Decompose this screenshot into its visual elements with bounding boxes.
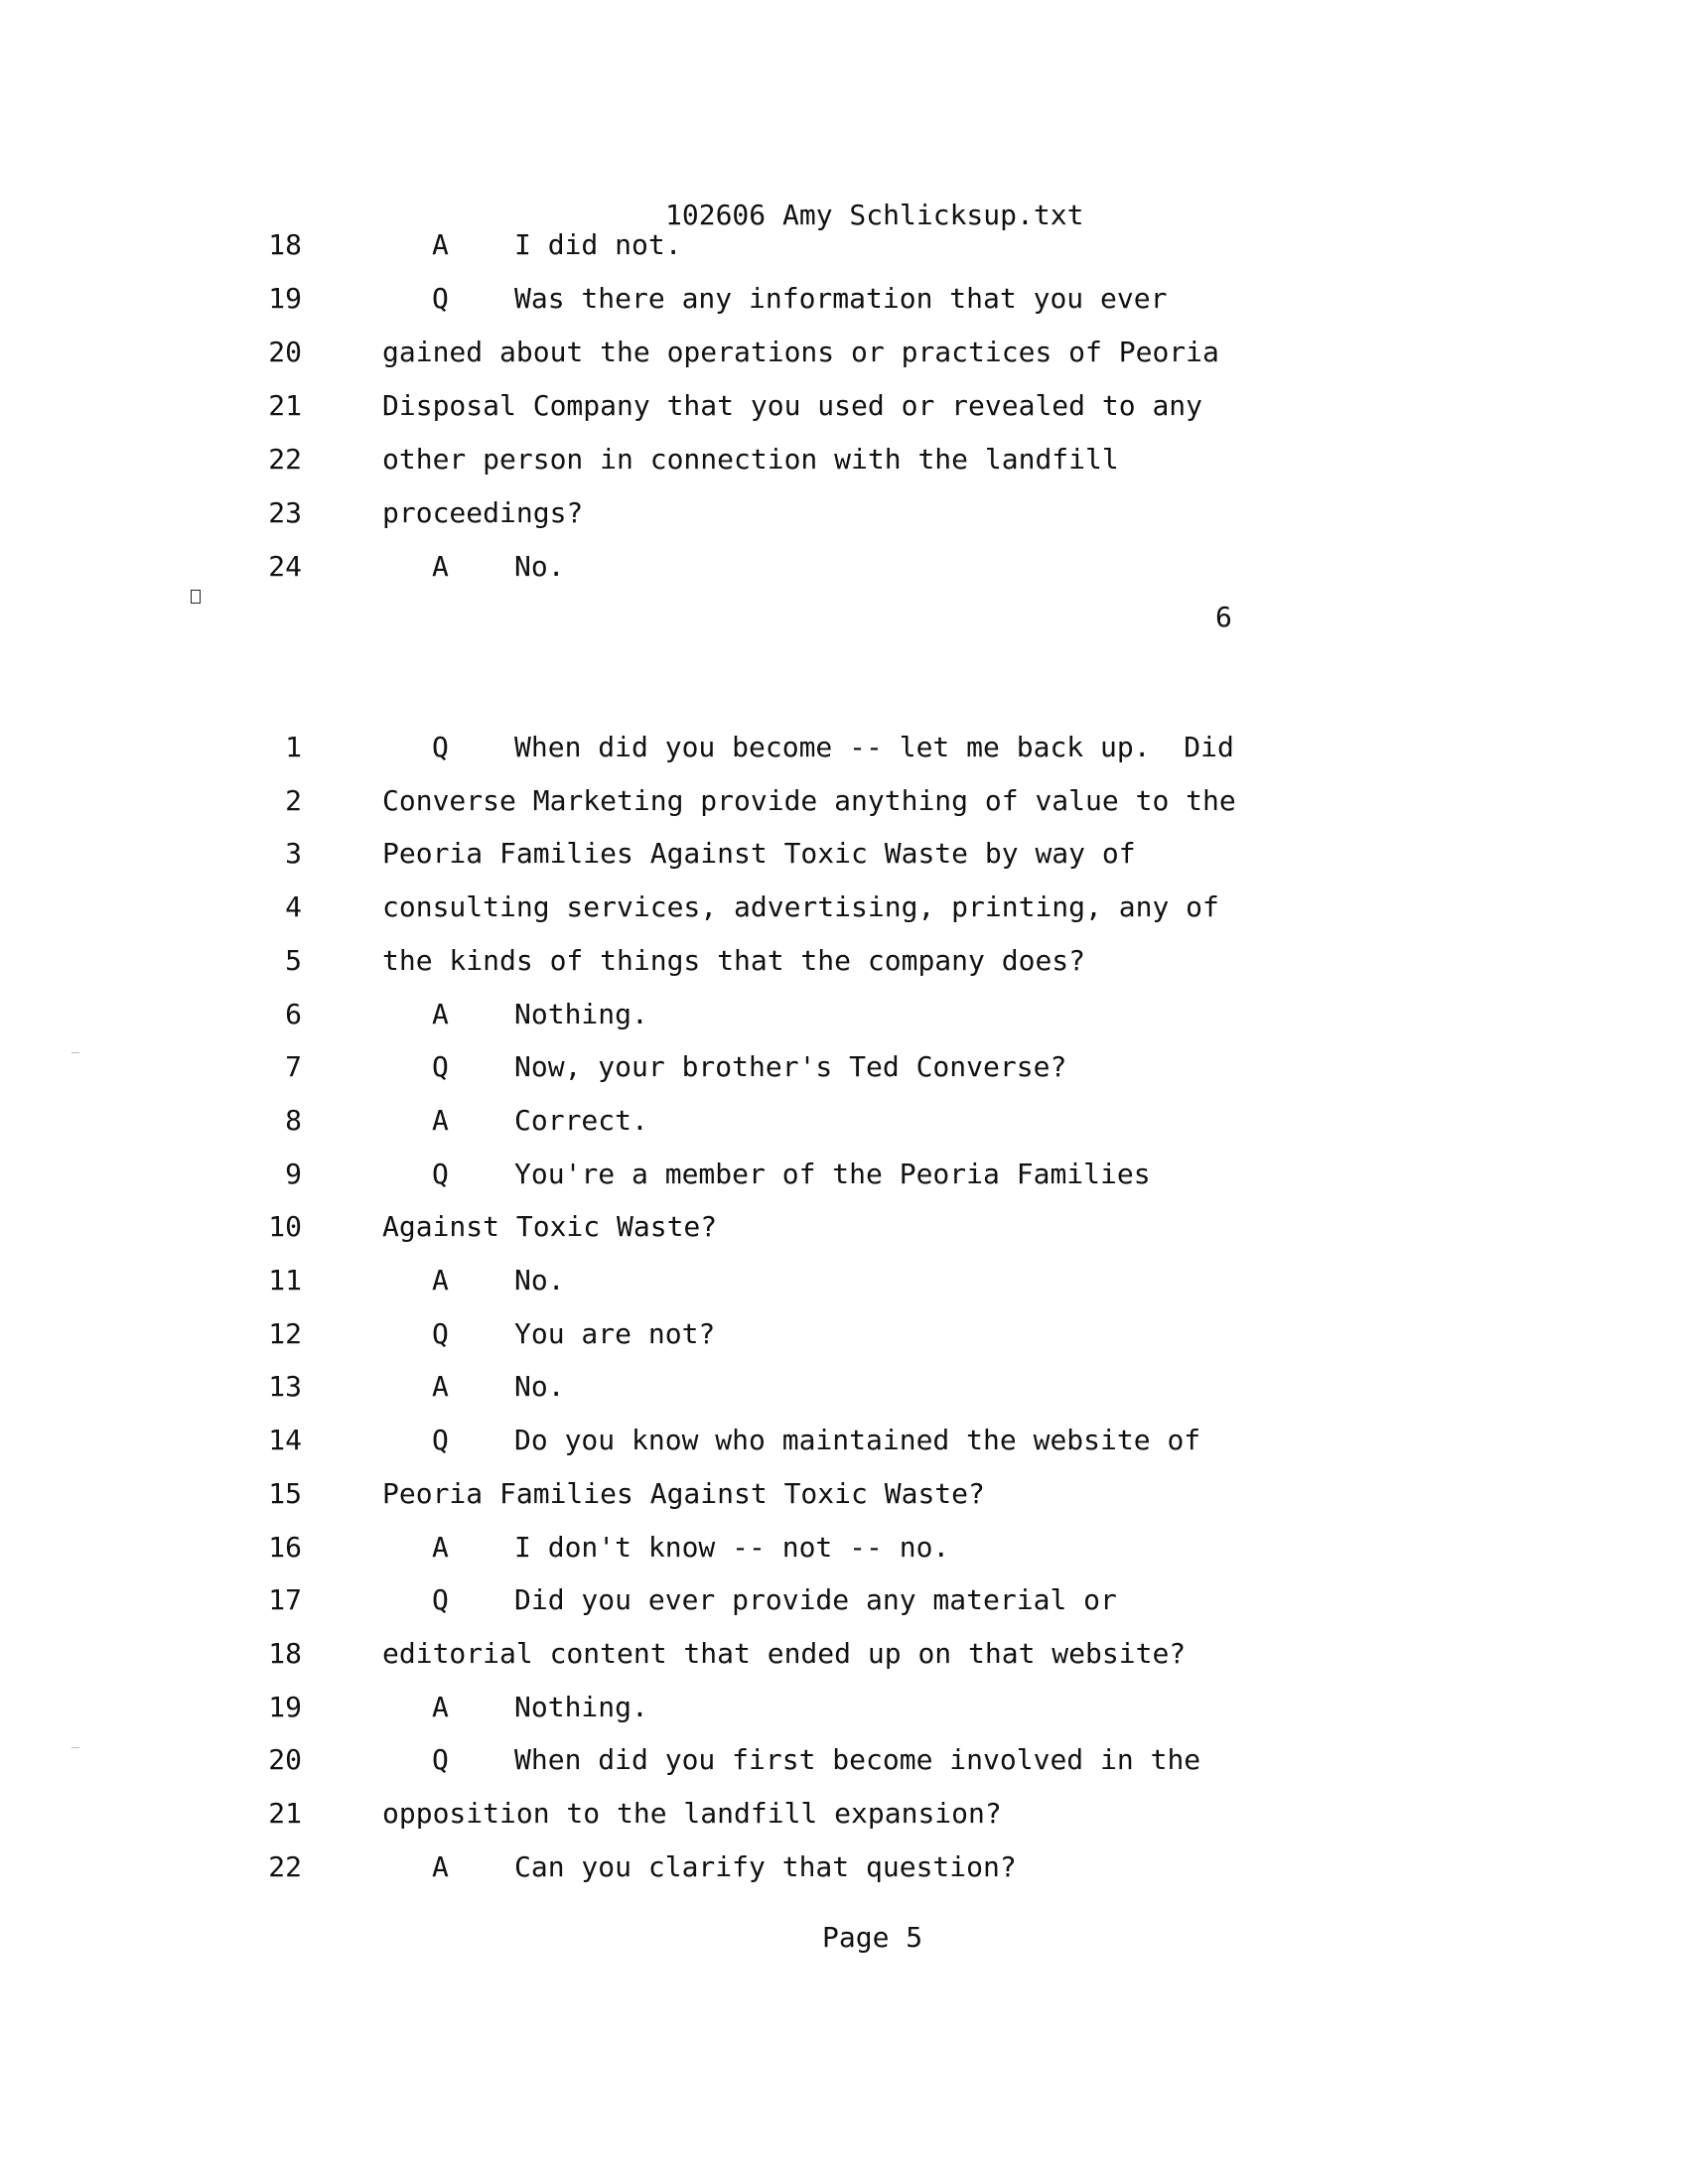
line-text: Did you ever provide any material or — [514, 1583, 1117, 1617]
line-text: Do you know who maintained the website of — [514, 1424, 1201, 1457]
transcript-line — [0, 336, 1684, 379]
line-number: 8 — [285, 1103, 302, 1137]
transcript-line — [0, 550, 1684, 594]
line-text: When did you become -- let me back up. Did — [514, 731, 1234, 763]
transcript-line — [0, 496, 1684, 540]
line-text: Peoria Families Against Toxic Waste? — [382, 1476, 985, 1510]
transcript-line — [0, 1797, 1684, 1841]
line-text: proceedings? — [382, 496, 584, 529]
transcript-line — [0, 1583, 1684, 1627]
line-number: 21 — [268, 389, 302, 422]
line-text: opposition to the landfill expansion? — [382, 1797, 1002, 1830]
speaker-label: Q — [432, 1050, 449, 1084]
transcript-line — [0, 890, 1684, 934]
transcript-line — [0, 837, 1684, 881]
transcript-line — [0, 1210, 1684, 1254]
line-text: Can you clarify that question? — [514, 1849, 1017, 1883]
speaker-label: A — [432, 1264, 449, 1297]
line-text: You're a member of the Peoria Families — [514, 1157, 1151, 1190]
line-text: Peoria Families Against Toxic Waste by way of — [382, 837, 1136, 871]
line-text: other person in connection with the landfill — [382, 443, 1119, 476]
line-text: Against Toxic Waste? — [382, 1210, 718, 1244]
transcript-line — [0, 443, 1684, 486]
transcript-line — [0, 1317, 1684, 1361]
transcript-page-number: 6 — [1215, 601, 1232, 633]
line-text: You are not? — [514, 1316, 716, 1350]
transcript-line — [0, 1691, 1684, 1734]
transcript-line — [0, 944, 1684, 988]
transcript-line — [0, 1370, 1684, 1414]
line-number: 20 — [268, 1743, 302, 1777]
line-number: 7 — [285, 1050, 302, 1084]
line-number: 22 — [268, 1849, 302, 1883]
line-text: Nothing. — [514, 1690, 648, 1723]
line-text: I did not. — [514, 228, 682, 261]
line-number: 2 — [285, 783, 302, 817]
transcript-line — [0, 1424, 1684, 1467]
speaker-label: A — [432, 997, 449, 1030]
line-number: 15 — [268, 1476, 302, 1510]
line-number: 18 — [268, 228, 302, 261]
line-text: Nothing. — [514, 997, 648, 1030]
line-text: Converse Marketing provide anything of value to the — [382, 783, 1236, 817]
page-footer: Page 5 — [822, 1921, 923, 1954]
line-text: I don't know -- not -- no. — [514, 1530, 950, 1564]
line-number: 10 — [268, 1210, 302, 1244]
speaker-label: Q — [432, 1157, 449, 1190]
line-number: 11 — [268, 1264, 302, 1297]
transcript-line — [0, 731, 1684, 774]
line-number: 9 — [285, 1157, 302, 1190]
transcript-line — [0, 1264, 1684, 1307]
line-number: 23 — [268, 496, 302, 529]
line-number: 6 — [285, 997, 302, 1030]
transcript-line — [0, 1637, 1684, 1681]
speaker-label: A — [432, 1849, 449, 1883]
line-number: 16 — [268, 1530, 302, 1564]
speaker-label: Q — [432, 1316, 449, 1350]
line-number: 18 — [268, 1636, 302, 1670]
speaker-label: Q — [432, 1743, 449, 1777]
transcript-line — [0, 282, 1684, 326]
speaker-label: Q — [432, 1424, 449, 1457]
transcript-line — [0, 784, 1684, 828]
speaker-label: A — [432, 550, 449, 583]
line-text: Now, your brother's Ted Converse? — [514, 1050, 1067, 1084]
line-number: 1 — [285, 731, 302, 763]
transcript-line — [0, 1104, 1684, 1148]
transcript-line — [0, 998, 1684, 1041]
line-text: Was there any information that you ever — [514, 282, 1168, 315]
line-number: 12 — [268, 1316, 302, 1350]
line-text: gained about the operations or practices of Peoria — [382, 336, 1219, 368]
line-text: Correct. — [514, 1103, 648, 1137]
speaker-label: A — [432, 1370, 449, 1404]
line-number: 24 — [268, 550, 302, 583]
line-text: consulting services, advertising, printing, any of — [382, 890, 1219, 924]
line-text: Disposal Company that you used or revealed to any — [382, 389, 1203, 422]
line-number: 19 — [268, 282, 302, 315]
speaker-label: A — [432, 1530, 449, 1564]
transcript-line — [0, 1850, 1684, 1894]
transcript-line — [0, 228, 1684, 272]
transcript-line — [0, 1743, 1684, 1787]
file-header: 102606 Amy Schlicksup.txt — [665, 199, 1084, 231]
speaker-label: Q — [432, 282, 449, 315]
line-number: 5 — [285, 943, 302, 977]
speaker-label: A — [432, 1690, 449, 1723]
line-number: 13 — [268, 1370, 302, 1404]
transcript-line — [0, 1477, 1684, 1521]
speaker-label: Q — [432, 1583, 449, 1617]
transcript-line — [0, 389, 1684, 433]
line-number: 17 — [268, 1583, 302, 1617]
line-text: No. — [514, 1370, 565, 1404]
line-number: 21 — [268, 1797, 302, 1830]
line-text: No. — [514, 1264, 565, 1297]
line-number: 22 — [268, 443, 302, 476]
line-number: 20 — [268, 336, 302, 368]
line-text: editorial content that ended up on that website? — [382, 1636, 1187, 1670]
page-break-box-icon — [191, 590, 201, 604]
speaker-label: A — [432, 228, 449, 261]
line-text: the kinds of things that the company does? — [382, 943, 1086, 977]
speaker-label: A — [432, 1103, 449, 1137]
line-number: 14 — [268, 1424, 302, 1457]
transcript-line — [0, 1158, 1684, 1201]
line-number: 19 — [268, 1690, 302, 1723]
transcript-line — [0, 1050, 1684, 1094]
line-number: 4 — [285, 890, 302, 924]
speaker-label: Q — [432, 731, 449, 763]
line-number: 3 — [285, 837, 302, 871]
line-text: When did you first become involved in the — [514, 1743, 1201, 1777]
line-text: No. — [514, 550, 565, 583]
transcript-line — [0, 1531, 1684, 1574]
